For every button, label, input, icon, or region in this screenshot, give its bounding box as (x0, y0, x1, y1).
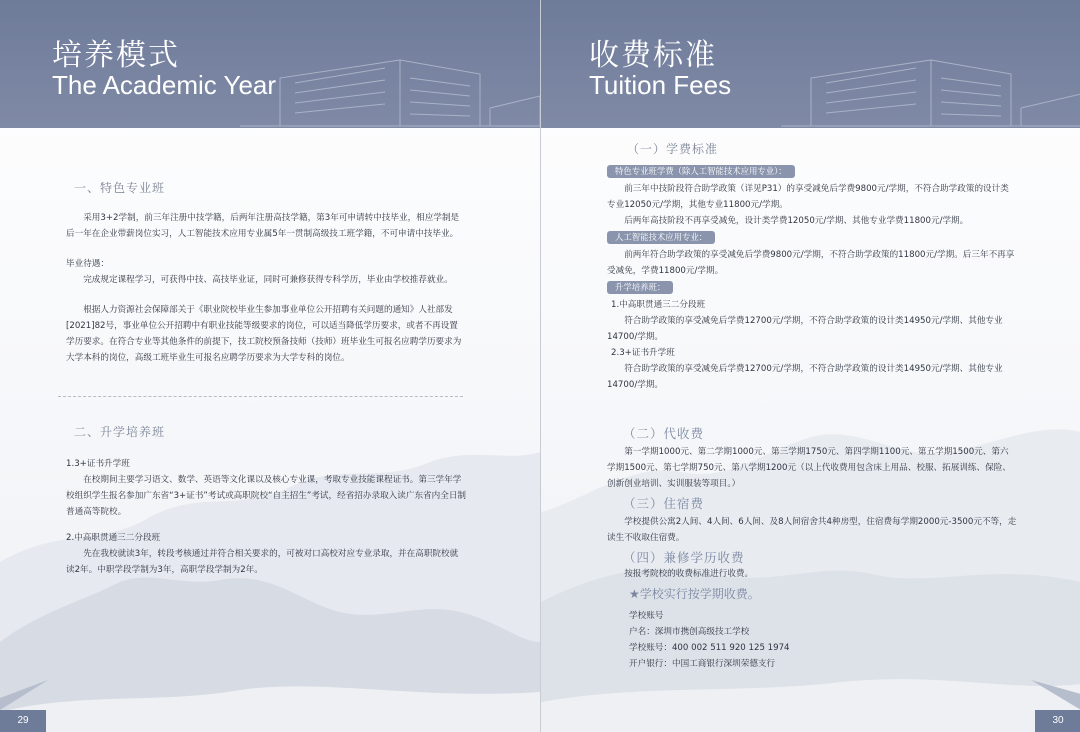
banner-title-cn: 收费标准 (589, 38, 717, 73)
paragraph: 学校提供公寓2人间、4人间、6人间、及8人间宿舍共4种房型，住宿费每学期2000元-3500元不等，走读生不收取住宿费。 (607, 517, 1017, 543)
section-title: （四）兼修学历收费 (623, 550, 745, 565)
sub-heading: 2.中高职贯通三二分段班 (66, 533, 161, 543)
account-bank: 开户银行：中国工商银行深圳荣德支行 (629, 659, 776, 669)
paragraph: 在校期间主要学习语文、数学、英语等文化课以及核心专业课，考取专业技能课程证书。第三学年学校组织学生报名参加广东省“3+证书”考试或高职院校“自主招生”考试，经省招办录取入读广东省内全日制普通高等院校。 (66, 475, 467, 517)
paragraph: 符合助学政策的享受减免后学费12700元/学期，不符合助学政策的设计类14950元/学期、其他专业14700/学期。 (607, 364, 1003, 390)
account-name: 户名：深圳市携创高级技工学校 (629, 627, 750, 637)
paragraph: 第一学期1000元、第二学期1000元、第三学期1750元、第四学期1100元、第五学期1500元、第六学期1500元、第七学期750元、第八学期1200元（以上代收费用包含床上用品、校服、拓展训练、保险、创新创业培训、实训服装等项目。） (607, 447, 1011, 489)
right-section-2 (607, 426, 1017, 672)
paragraph: 前三年中技阶段符合助学政策（详见P31）的享受减免后学费9800元/学期，不符合助学政策的设计类专业12050元/学期，其他专业11800元/学期。 (607, 184, 1009, 210)
right-banner (541, 0, 1080, 128)
section-title: 一、特色专业班 (74, 181, 166, 195)
account-number: 学校账号：400 002 511 920 125 1974 (629, 643, 790, 653)
paragraph: 后两年高技阶段不再享受减免，设计类学费12050元/学期、其他专业学费11800元/学期。 (624, 216, 969, 226)
sub-heading: 2.3+证书升学班 (611, 348, 675, 358)
notice-star: ★学校实行按学期收费。 (629, 587, 760, 601)
banner-title-en: The Academic Year (52, 70, 277, 100)
banner-title-en: Tuition Fees (589, 70, 732, 100)
section-title: 二、升学培养班 (74, 425, 166, 439)
category-pill: 升学培养班： (607, 281, 673, 294)
category-pill: 特色专业班学费（除人工智能技术应用专业）： (607, 165, 795, 178)
paragraph: 先在我校就读3年，转段考核通过并符合相关要求的，可被对口高校对应专业录取，并在高职院校就读2年。中职学段学制为3年，高职学段学制为2年。 (66, 549, 459, 575)
account-title: 学校账号 (629, 611, 664, 621)
paragraph: 按报考院校的收费标准进行收费。 (624, 569, 754, 579)
sub-heading: 1.中高职贯通三二分段班 (611, 300, 706, 310)
section-title: （三）住宿费 (623, 496, 705, 511)
section-title: （二）代收费 (623, 426, 705, 441)
right-page (540, 0, 1080, 732)
banner-title-cn: 培养模式 (52, 38, 180, 73)
divider (58, 396, 463, 397)
paragraph: 完成规定课程学习，可获得中技、高技毕业证，同时可兼修获得专科学历，毕业由学校推荐就业。 (83, 275, 453, 285)
paragraph: 采用3+2学制，前三年注册中技学籍，后两年注册高技学籍，第3年可申请转中技毕业，相应学制是后一年在企业带薪岗位实习，人工智能技术应用专业属5年一贯制高级技工班学籍，不可申请中技毕业。 (66, 213, 460, 239)
corner-accent (1021, 680, 1080, 710)
page-number: 30 (1035, 710, 1080, 732)
building-sketch (781, 38, 1080, 128)
paragraph: 根据人力资源社会保障部关于《职业院校毕业生参加事业单位公开招聘有关问题的通知》人社部发[2021]82号，事业单位公开招聘中有职业技能等级要求的岗位，可以适当降低学历要求，或者不再设置学历要求。在符合专业等其他条件的前提下，技工院校预备技师（技师）班毕业生可报名应聘学历要求为大学本科的岗位，高级工班毕业生可报名应聘学历要求为大学专科的岗位。 (66, 305, 462, 363)
left-section-2 (66, 424, 466, 578)
paragraph: 前两年符合助学政策的享受减免后学费9800元/学期，不符合助学政策的11800元/学期。后三年不再享受减免，学费11800元/学期。 (607, 250, 1015, 276)
paragraph: 符合助学政策的享受减免后学费12700元/学期，不符合助学政策的设计类14950元/学期、其他专业14700/学期。 (607, 316, 1003, 342)
sub-heading: 1.3+证书升学班 (66, 459, 130, 469)
section-title: （一）学费标准 (627, 142, 719, 156)
building-sketch (240, 38, 540, 128)
right-section-1 (607, 141, 1017, 393)
left-banner (0, 0, 540, 128)
corner-accent (0, 680, 60, 710)
paragraph-label: 毕业待遇： (66, 259, 109, 269)
category-pill: 人工智能技术应用专业： (607, 231, 715, 244)
left-section-1 (66, 180, 466, 366)
page-number: 29 (0, 710, 46, 732)
